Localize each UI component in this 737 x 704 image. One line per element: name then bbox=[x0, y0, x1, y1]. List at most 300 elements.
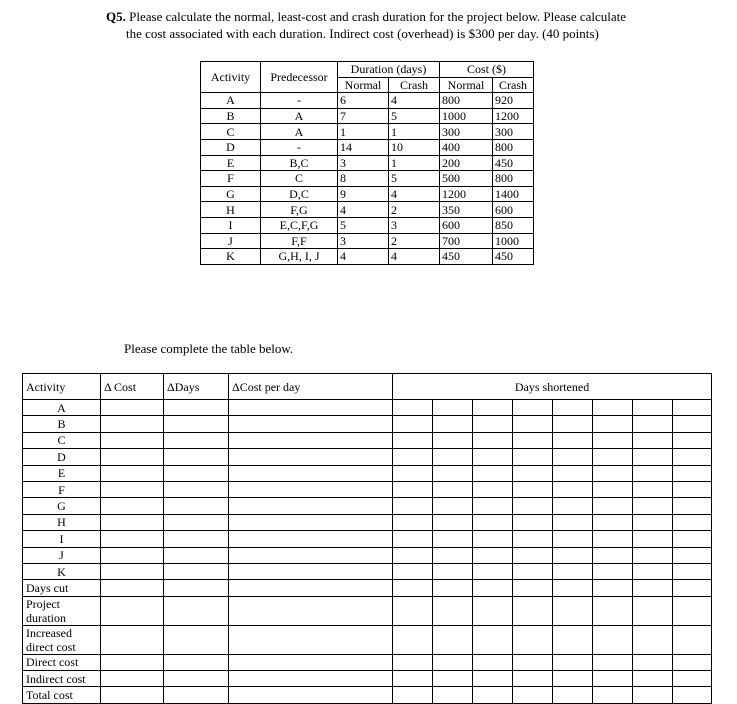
answer-input-cell[interactable] bbox=[433, 514, 473, 530]
answer-input-cell[interactable] bbox=[164, 654, 229, 670]
answer-input-cell[interactable] bbox=[164, 498, 229, 514]
answer-input-cell[interactable] bbox=[553, 449, 593, 465]
header-activity: Activity bbox=[201, 62, 261, 93]
duration-normal-cell: 4 bbox=[338, 202, 389, 218]
answer-input-cell[interactable] bbox=[553, 687, 593, 703]
duration-normal-cell: 6 bbox=[338, 93, 389, 109]
answer-input-cell[interactable] bbox=[473, 400, 513, 416]
project-row bbox=[201, 202, 534, 218]
answer-input-cell[interactable] bbox=[229, 432, 393, 448]
answer-input-cell[interactable] bbox=[433, 654, 473, 670]
answer-input-cell[interactable] bbox=[393, 547, 433, 563]
answer-input-cell[interactable] bbox=[473, 654, 513, 670]
answer-input-cell[interactable] bbox=[164, 531, 229, 547]
answer-input-cell[interactable] bbox=[593, 514, 633, 530]
answer-row-label: D bbox=[23, 449, 101, 465]
answer-header-delta-days: ΔDays bbox=[164, 374, 229, 400]
answer-input-cell[interactable] bbox=[553, 514, 593, 530]
answer-input-cell[interactable] bbox=[433, 671, 473, 687]
answer-input-cell[interactable] bbox=[513, 449, 553, 465]
answer-input-cell[interactable] bbox=[229, 498, 393, 514]
answer-input-cell[interactable] bbox=[473, 465, 513, 481]
answer-input-cell[interactable] bbox=[673, 481, 712, 497]
predecessor-cell: E,C,F,G bbox=[261, 217, 338, 233]
cost-crash-cell: 1200 bbox=[493, 108, 534, 124]
cost-crash-cell: 600 bbox=[493, 202, 534, 218]
answer-input-cell[interactable] bbox=[101, 671, 164, 687]
answer-activity-row bbox=[23, 449, 712, 465]
duration-normal-cell: 3 bbox=[338, 233, 389, 249]
answer-input-cell[interactable] bbox=[593, 465, 633, 481]
predecessor-cell: B,C bbox=[261, 155, 338, 171]
answer-input-cell[interactable] bbox=[473, 596, 513, 625]
project-row bbox=[201, 93, 534, 109]
predecessor-cell: - bbox=[261, 93, 338, 109]
answer-input-cell[interactable] bbox=[553, 465, 593, 481]
duration-crash-cell: 4 bbox=[389, 249, 440, 265]
answer-input-cell[interactable] bbox=[393, 580, 433, 596]
duration-normal-cell: 14 bbox=[338, 139, 389, 155]
answer-input-cell[interactable] bbox=[229, 465, 393, 481]
answer-input-cell[interactable] bbox=[633, 596, 673, 625]
answer-input-cell[interactable] bbox=[513, 625, 553, 654]
answer-input-cell[interactable] bbox=[553, 498, 593, 514]
answer-input-cell[interactable] bbox=[164, 432, 229, 448]
answer-input-cell[interactable] bbox=[473, 687, 513, 703]
answer-input-cell[interactable] bbox=[593, 671, 633, 687]
duration-normal-cell: 3 bbox=[338, 155, 389, 171]
answer-input-cell[interactable] bbox=[633, 687, 673, 703]
cost-normal-cell: 350 bbox=[440, 202, 493, 218]
answer-input-cell[interactable] bbox=[513, 671, 553, 687]
answer-input-cell[interactable] bbox=[593, 432, 633, 448]
answer-input-cell[interactable] bbox=[229, 625, 393, 654]
project-row bbox=[201, 186, 534, 202]
answer-input-cell[interactable] bbox=[673, 654, 712, 670]
answer-input-cell[interactable] bbox=[553, 654, 593, 670]
answer-input-cell[interactable] bbox=[633, 580, 673, 596]
answer-input-cell[interactable] bbox=[633, 400, 673, 416]
activity-cell: A bbox=[201, 93, 261, 109]
cost-normal-cell: 450 bbox=[440, 249, 493, 265]
answer-input-cell[interactable] bbox=[101, 580, 164, 596]
cost-normal-cell: 400 bbox=[440, 139, 493, 155]
activity-cell: H bbox=[201, 202, 261, 218]
answer-input-cell[interactable] bbox=[473, 449, 513, 465]
answer-input-cell[interactable] bbox=[229, 449, 393, 465]
answer-input-cell[interactable] bbox=[473, 671, 513, 687]
answer-row-label: E bbox=[23, 465, 101, 481]
answer-input-cell[interactable] bbox=[229, 687, 393, 703]
predecessor-cell: - bbox=[261, 139, 338, 155]
answer-input-cell[interactable] bbox=[473, 416, 513, 432]
instruction-text: Please complete the table below. bbox=[124, 341, 294, 356]
answer-input-cell[interactable] bbox=[433, 498, 473, 514]
answer-row-label: J bbox=[23, 547, 101, 563]
answer-input-cell[interactable] bbox=[513, 498, 553, 514]
answer-input-cell[interactable] bbox=[393, 498, 433, 514]
duration-crash-cell: 1 bbox=[389, 155, 440, 171]
answer-input-cell[interactable] bbox=[433, 400, 473, 416]
answer-input-cell[interactable] bbox=[229, 416, 393, 432]
answer-input-cell[interactable] bbox=[433, 580, 473, 596]
answer-activity-row bbox=[23, 547, 712, 563]
answer-input-cell[interactable] bbox=[673, 596, 712, 625]
answer-input-cell[interactable] bbox=[101, 654, 164, 670]
answer-row-label: Indirect cost bbox=[23, 671, 101, 687]
cost-crash-cell: 1400 bbox=[493, 186, 534, 202]
answer-input-cell[interactable] bbox=[164, 416, 229, 432]
answer-input-cell[interactable] bbox=[101, 432, 164, 448]
answer-input-cell[interactable] bbox=[164, 596, 229, 625]
answer-input-cell[interactable] bbox=[673, 547, 712, 563]
duration-crash-cell: 1 bbox=[389, 124, 440, 140]
answer-input-cell[interactable] bbox=[553, 416, 593, 432]
answer-input-cell[interactable] bbox=[433, 531, 473, 547]
answer-input-cell[interactable] bbox=[633, 498, 673, 514]
answer-input-cell[interactable] bbox=[553, 671, 593, 687]
answer-input-cell[interactable] bbox=[673, 514, 712, 530]
answer-input-cell[interactable] bbox=[433, 481, 473, 497]
answer-input-cell[interactable] bbox=[164, 625, 229, 654]
answer-input-cell[interactable] bbox=[673, 625, 712, 654]
question-line-1: Please calculate the normal, least-cost and crash duration for the project below. Please calculate bbox=[129, 9, 627, 24]
answer-input-cell[interactable] bbox=[593, 625, 633, 654]
answer-input-cell[interactable] bbox=[593, 596, 633, 625]
cost-crash-cell: 800 bbox=[493, 171, 534, 187]
answer-input-cell[interactable] bbox=[633, 481, 673, 497]
answer-activity-row bbox=[23, 531, 712, 547]
answer-input-cell[interactable] bbox=[633, 531, 673, 547]
header-cost: Cost ($) bbox=[440, 62, 534, 78]
answer-input-cell[interactable] bbox=[473, 498, 513, 514]
header-duration-normal: Normal bbox=[338, 77, 389, 93]
answer-input-cell[interactable] bbox=[553, 481, 593, 497]
answer-input-cell[interactable] bbox=[164, 481, 229, 497]
answer-input-cell[interactable] bbox=[593, 498, 633, 514]
answer-summary-row bbox=[23, 687, 712, 703]
answer-input-cell[interactable] bbox=[229, 654, 393, 670]
answer-header-delta-cost-per-day: ΔCost per day bbox=[229, 374, 393, 400]
answer-input-cell[interactable] bbox=[473, 547, 513, 563]
answer-input-cell[interactable] bbox=[393, 531, 433, 547]
answer-input-cell[interactable] bbox=[513, 481, 553, 497]
project-row bbox=[201, 249, 534, 265]
answer-input-cell[interactable] bbox=[473, 481, 513, 497]
answer-input-cell[interactable] bbox=[164, 465, 229, 481]
answer-input-cell[interactable] bbox=[673, 449, 712, 465]
project-row bbox=[201, 217, 534, 233]
duration-crash-cell: 2 bbox=[389, 233, 440, 249]
activity-cell: K bbox=[201, 249, 261, 265]
predecessor-cell: G,H, I, J bbox=[261, 249, 338, 265]
answer-input-cell[interactable] bbox=[473, 531, 513, 547]
answer-row-label: G bbox=[23, 498, 101, 514]
answer-input-cell[interactable] bbox=[229, 580, 393, 596]
answer-input-cell[interactable] bbox=[101, 563, 164, 579]
answer-input-cell[interactable] bbox=[229, 531, 393, 547]
predecessor-cell: F,F bbox=[261, 233, 338, 249]
answer-input-cell[interactable] bbox=[229, 563, 393, 579]
answer-input-cell[interactable] bbox=[101, 547, 164, 563]
answer-input-cell[interactable] bbox=[593, 416, 633, 432]
header-duration: Duration (days) bbox=[338, 62, 440, 78]
answer-input-cell[interactable] bbox=[553, 625, 593, 654]
answer-input-cell[interactable] bbox=[593, 580, 633, 596]
answer-input-cell[interactable] bbox=[513, 596, 553, 625]
answer-input-cell[interactable] bbox=[633, 625, 673, 654]
answer-input-cell[interactable] bbox=[473, 563, 513, 579]
answer-input-cell[interactable] bbox=[673, 671, 712, 687]
answer-input-cell[interactable] bbox=[393, 625, 433, 654]
answer-input-cell[interactable] bbox=[164, 687, 229, 703]
answer-input-cell[interactable] bbox=[164, 449, 229, 465]
answer-activity-row bbox=[23, 481, 712, 497]
answer-input-cell[interactable] bbox=[229, 400, 393, 416]
answer-header-activity: Activity bbox=[23, 374, 101, 400]
answer-input-cell[interactable] bbox=[553, 596, 593, 625]
answer-input-cell[interactable] bbox=[229, 481, 393, 497]
answer-input-cell[interactable] bbox=[673, 687, 712, 703]
answer-input-cell[interactable] bbox=[433, 416, 473, 432]
cost-normal-cell: 1000 bbox=[440, 108, 493, 124]
answer-input-cell[interactable] bbox=[633, 547, 673, 563]
cost-normal-cell: 1200 bbox=[440, 186, 493, 202]
answer-input-cell[interactable] bbox=[101, 400, 164, 416]
header-cost-crash: Crash bbox=[493, 77, 534, 93]
duration-crash-cell: 5 bbox=[389, 171, 440, 187]
answer-input-cell[interactable] bbox=[473, 625, 513, 654]
answer-input-cell[interactable] bbox=[164, 563, 229, 579]
answer-input-cell[interactable] bbox=[593, 687, 633, 703]
answer-activity-row bbox=[23, 514, 712, 530]
answer-input-cell[interactable] bbox=[633, 563, 673, 579]
answer-input-cell[interactable] bbox=[513, 563, 553, 579]
answer-row-label: Total cost bbox=[23, 687, 101, 703]
answer-input-cell[interactable] bbox=[593, 449, 633, 465]
activity-cell: I bbox=[201, 217, 261, 233]
duration-normal-cell: 9 bbox=[338, 186, 389, 202]
predecessor-cell: A bbox=[261, 124, 338, 140]
predecessor-cell: F,G bbox=[261, 202, 338, 218]
answer-activity-row bbox=[23, 416, 712, 432]
answer-table-body bbox=[23, 374, 712, 704]
answer-input-cell[interactable] bbox=[393, 687, 433, 703]
answer-activity-row bbox=[23, 498, 712, 514]
answer-row-label: I bbox=[23, 531, 101, 547]
answer-input-cell[interactable] bbox=[101, 465, 164, 481]
answer-input-cell[interactable] bbox=[393, 671, 433, 687]
answer-input-cell[interactable] bbox=[393, 449, 433, 465]
project-table bbox=[200, 61, 534, 265]
answer-row-label: F bbox=[23, 481, 101, 497]
duration-normal-cell: 8 bbox=[338, 171, 389, 187]
duration-crash-cell: 4 bbox=[389, 186, 440, 202]
project-row bbox=[201, 124, 534, 140]
answer-input-cell[interactable] bbox=[593, 481, 633, 497]
duration-normal-cell: 4 bbox=[338, 249, 389, 265]
answer-row-label: A bbox=[23, 400, 101, 416]
activity-cell: C bbox=[201, 124, 261, 140]
answer-input-cell[interactable] bbox=[393, 400, 433, 416]
answer-input-cell[interactable] bbox=[101, 481, 164, 497]
answer-row-label: B bbox=[23, 416, 101, 432]
cost-crash-cell: 920 bbox=[493, 93, 534, 109]
duration-normal-cell: 7 bbox=[338, 108, 389, 124]
answer-header-delta-cost: Δ Cost bbox=[101, 374, 164, 400]
header-duration-crash: Crash bbox=[389, 77, 440, 93]
answer-row-label: K bbox=[23, 563, 101, 579]
header-predecessor: Predecessor bbox=[261, 62, 338, 93]
answer-input-cell[interactable] bbox=[101, 514, 164, 530]
answer-input-cell[interactable] bbox=[433, 625, 473, 654]
answer-summary-row bbox=[23, 671, 712, 687]
cost-crash-cell: 450 bbox=[493, 155, 534, 171]
answer-input-cell[interactable] bbox=[513, 687, 553, 703]
answer-input-cell[interactable] bbox=[393, 416, 433, 432]
answer-input-cell[interactable] bbox=[101, 687, 164, 703]
project-row bbox=[201, 171, 534, 187]
answer-input-cell[interactable] bbox=[553, 547, 593, 563]
question-label: Q5. bbox=[106, 9, 126, 24]
answer-input-cell[interactable] bbox=[433, 687, 473, 703]
predecessor-cell: A bbox=[261, 108, 338, 124]
answer-input-cell[interactable] bbox=[433, 432, 473, 448]
answer-input-cell[interactable] bbox=[101, 498, 164, 514]
answer-input-cell[interactable] bbox=[393, 596, 433, 625]
project-row bbox=[201, 108, 534, 124]
answer-row-label: Project duration bbox=[23, 596, 101, 625]
question-line-2: the cost associated with each duration. Indirect cost (overhead) is $300 per day. (40 points) bbox=[126, 26, 599, 41]
answer-input-cell[interactable] bbox=[633, 671, 673, 687]
answer-input-cell[interactable] bbox=[164, 400, 229, 416]
answer-input-cell[interactable] bbox=[473, 580, 513, 596]
answer-row-label: Increased direct cost bbox=[23, 625, 101, 654]
header-cost-normal: Normal bbox=[440, 77, 493, 93]
answer-input-cell[interactable] bbox=[433, 547, 473, 563]
answer-input-cell[interactable] bbox=[433, 563, 473, 579]
activity-cell: J bbox=[201, 233, 261, 249]
answer-input-cell[interactable] bbox=[593, 547, 633, 563]
answer-input-cell[interactable] bbox=[553, 400, 593, 416]
answer-input-cell[interactable] bbox=[673, 432, 712, 448]
cost-crash-cell: 300 bbox=[493, 124, 534, 140]
cost-normal-cell: 300 bbox=[440, 124, 493, 140]
duration-crash-cell: 3 bbox=[389, 217, 440, 233]
answer-input-cell[interactable] bbox=[393, 514, 433, 530]
answer-input-cell[interactable] bbox=[673, 400, 712, 416]
answer-input-cell[interactable] bbox=[633, 449, 673, 465]
answer-row-label: Days cut bbox=[23, 580, 101, 596]
answer-input-cell[interactable] bbox=[633, 432, 673, 448]
answer-input-cell[interactable] bbox=[101, 449, 164, 465]
answer-input-cell[interactable] bbox=[553, 432, 593, 448]
answer-row-label: C bbox=[23, 432, 101, 448]
answer-input-cell[interactable] bbox=[673, 531, 712, 547]
activity-cell: E bbox=[201, 155, 261, 171]
activity-cell: G bbox=[201, 186, 261, 202]
answer-summary-row bbox=[23, 580, 712, 596]
answer-input-cell[interactable] bbox=[673, 465, 712, 481]
answer-input-cell[interactable] bbox=[473, 514, 513, 530]
answer-input-cell[interactable] bbox=[393, 563, 433, 579]
cost-normal-cell: 200 bbox=[440, 155, 493, 171]
duration-crash-cell: 5 bbox=[389, 108, 440, 124]
duration-crash-cell: 2 bbox=[389, 202, 440, 218]
answer-summary-row bbox=[23, 596, 712, 625]
answer-input-cell[interactable] bbox=[513, 416, 553, 432]
answer-input-cell[interactable] bbox=[513, 465, 553, 481]
answer-input-cell[interactable] bbox=[593, 563, 633, 579]
answer-input-cell[interactable] bbox=[229, 671, 393, 687]
answer-input-cell[interactable] bbox=[101, 596, 164, 625]
answer-input-cell[interactable] bbox=[164, 547, 229, 563]
answer-input-cell[interactable] bbox=[393, 432, 433, 448]
answer-input-cell[interactable] bbox=[393, 654, 433, 670]
answer-input-cell[interactable] bbox=[513, 432, 553, 448]
answer-input-cell[interactable] bbox=[633, 654, 673, 670]
answer-input-cell[interactable] bbox=[101, 531, 164, 547]
answer-input-cell[interactable] bbox=[633, 416, 673, 432]
answer-input-cell[interactable] bbox=[593, 654, 633, 670]
answer-input-cell[interactable] bbox=[433, 449, 473, 465]
answer-input-cell[interactable] bbox=[433, 465, 473, 481]
answer-input-cell[interactable] bbox=[229, 596, 393, 625]
answer-input-cell[interactable] bbox=[513, 654, 553, 670]
answer-activity-row bbox=[23, 432, 712, 448]
answer-input-cell[interactable] bbox=[593, 400, 633, 416]
cost-crash-cell: 1000 bbox=[493, 233, 534, 249]
answer-input-cell[interactable] bbox=[164, 671, 229, 687]
answer-table bbox=[22, 373, 712, 704]
cost-crash-cell: 800 bbox=[493, 139, 534, 155]
answer-input-cell[interactable] bbox=[553, 563, 593, 579]
answer-input-cell[interactable] bbox=[673, 563, 712, 579]
answer-input-cell[interactable] bbox=[633, 514, 673, 530]
answer-input-cell[interactable] bbox=[433, 596, 473, 625]
answer-input-cell[interactable] bbox=[513, 547, 553, 563]
answer-input-cell[interactable] bbox=[633, 465, 673, 481]
answer-input-cell[interactable] bbox=[673, 498, 712, 514]
answer-input-cell[interactable] bbox=[393, 481, 433, 497]
answer-input-cell[interactable] bbox=[164, 514, 229, 530]
answer-input-cell[interactable] bbox=[593, 531, 633, 547]
cost-crash-cell: 850 bbox=[493, 217, 534, 233]
answer-input-cell[interactable] bbox=[513, 514, 553, 530]
answer-input-cell[interactable] bbox=[164, 580, 229, 596]
predecessor-cell: D,C bbox=[261, 186, 338, 202]
answer-input-cell[interactable] bbox=[101, 625, 164, 654]
answer-input-cell[interactable] bbox=[513, 400, 553, 416]
answer-input-cell[interactable] bbox=[553, 531, 593, 547]
activity-cell: F bbox=[201, 171, 261, 187]
answer-input-cell[interactable] bbox=[101, 416, 164, 432]
answer-activity-row bbox=[23, 465, 712, 481]
answer-input-cell[interactable] bbox=[673, 580, 712, 596]
answer-activity-row bbox=[23, 400, 712, 416]
duration-normal-cell: 5 bbox=[338, 217, 389, 233]
answer-input-cell[interactable] bbox=[553, 580, 593, 596]
answer-input-cell[interactable] bbox=[393, 465, 433, 481]
answer-input-cell[interactable] bbox=[229, 547, 393, 563]
answer-input-cell[interactable] bbox=[513, 580, 553, 596]
answer-input-cell[interactable] bbox=[673, 416, 712, 432]
answer-input-cell[interactable] bbox=[513, 531, 553, 547]
answer-input-cell[interactable] bbox=[229, 514, 393, 530]
duration-crash-cell: 10 bbox=[389, 139, 440, 155]
answer-input-cell[interactable] bbox=[473, 432, 513, 448]
cost-normal-cell: 600 bbox=[440, 217, 493, 233]
